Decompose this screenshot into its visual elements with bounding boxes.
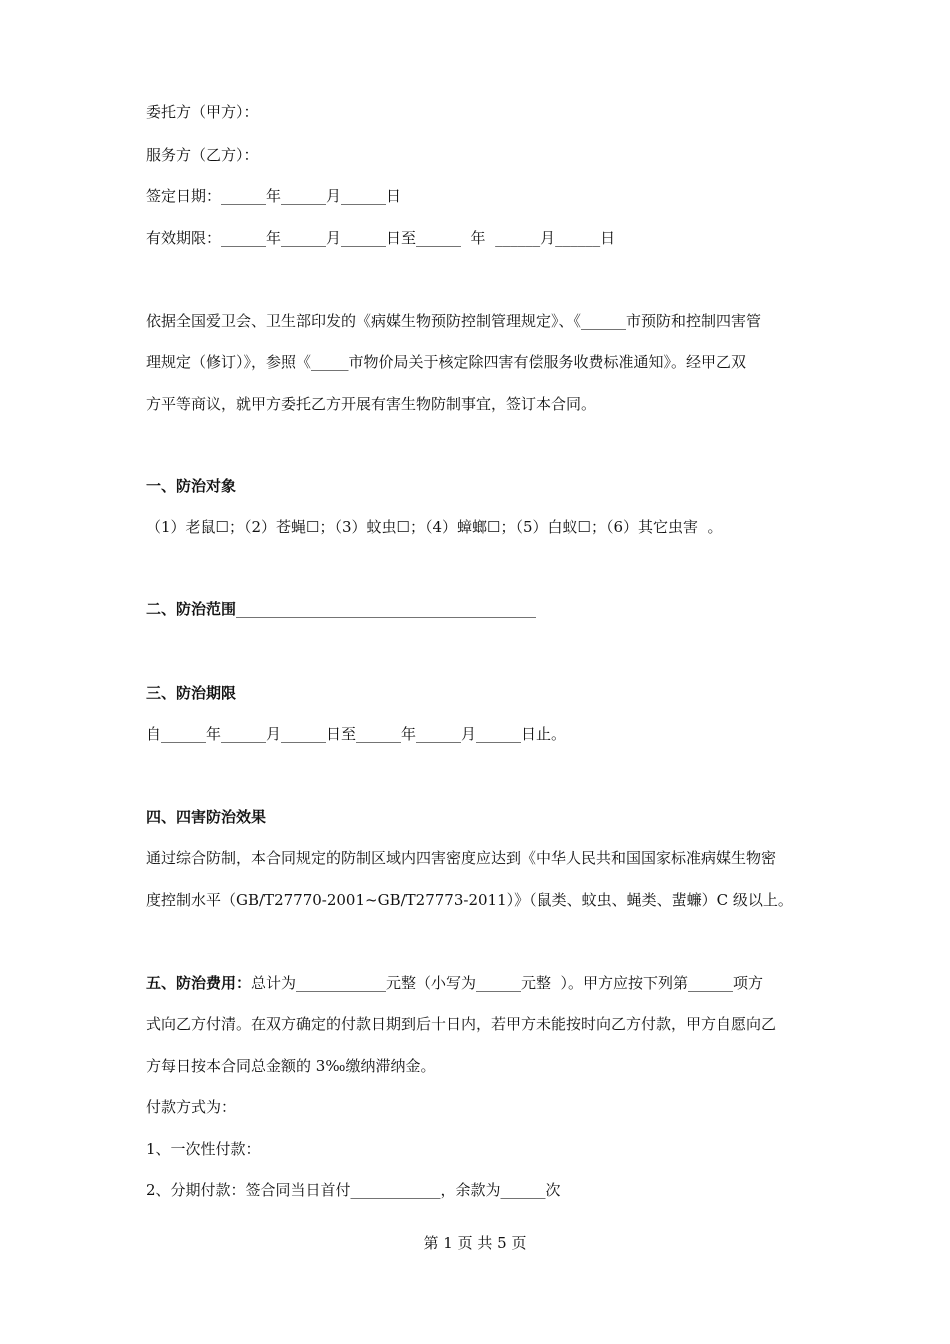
intro-line-2: 理规定（修订）》，参照《_____市物价局关于核定除四害有偿服务收费标准通知》。经甲乙双 [146, 353, 747, 371]
section-2-title: 二、防治范围 [146, 600, 237, 618]
section-3-title: 三、防治期限 [146, 684, 237, 702]
party-a-line: 委托方（甲方）： [146, 103, 259, 121]
payment-option-2: 2、分期付款：签合同当日首付____________，余款为______次 [146, 1181, 561, 1199]
section-4-line-1: 通过综合防制，本合同规定的防制区域内四害密度应达到《中华人民共和国国家标准病媒生物密 [146, 849, 777, 867]
page-number: 第 1 页 共 5 页 [423, 1234, 527, 1252]
section-5-line-2: 式向乙方付清。在双方确定的付款日期到后十日内，若甲方未能按时向乙方付款，甲方自愿向乙 [146, 1015, 777, 1033]
intro-line-3: 方平等商议，就甲方委托乙方开展有害生物防制事宜，签订本合同。 [146, 395, 597, 413]
section-2-blank: ________________________________________ [236, 600, 537, 618]
section-3-body: 自______年______月______日至______年______月______日止。 [146, 725, 567, 743]
intro-line-1: 依据全国爱卫会、卫生部印发的《病媒生物预防控制管理规定》、《______市预防和控制四害管 [146, 312, 762, 330]
payment-option-1: 1、一次性付款： [146, 1140, 261, 1158]
section-4-line-2: 度控制水平（GB/T27770-2001~GB/T27773-2011）》（鼠类、蚊虫、蝇类、蜚蠊）C 级以上。 [146, 891, 793, 909]
section-4-title: 四、四害防治效果 [146, 808, 267, 826]
section-5-row [146, 973, 763, 993]
payment-heading: 付款方式为： [146, 1098, 237, 1116]
validity-line: 有效期限：______年______月______日至______ 年 ______月______日 [146, 229, 616, 247]
section-5-line-3: 方每日按本合同总金额的 3‰缴纳滞纳金。 [146, 1057, 436, 1075]
section-5-title: 五、防治费用： [146, 974, 252, 992]
section-2-row [146, 599, 536, 619]
sign-date-line: 签定日期：______年______月______日 [146, 187, 402, 205]
section-1-title: 一、防治对象 [146, 477, 237, 495]
section-1-body: （1）老鼠☐；（2）苍蝇☐；（3）蚊虫☐；（4）蟑螂☐；（5）白蚁☐；（6）其它虫害 。 [146, 518, 723, 536]
section-5-line-1: 总计为____________元整（小写为______元整 ）。甲方应按下列第______项方 [251, 974, 764, 992]
party-b-line: 服务方（乙方）： [146, 146, 259, 164]
